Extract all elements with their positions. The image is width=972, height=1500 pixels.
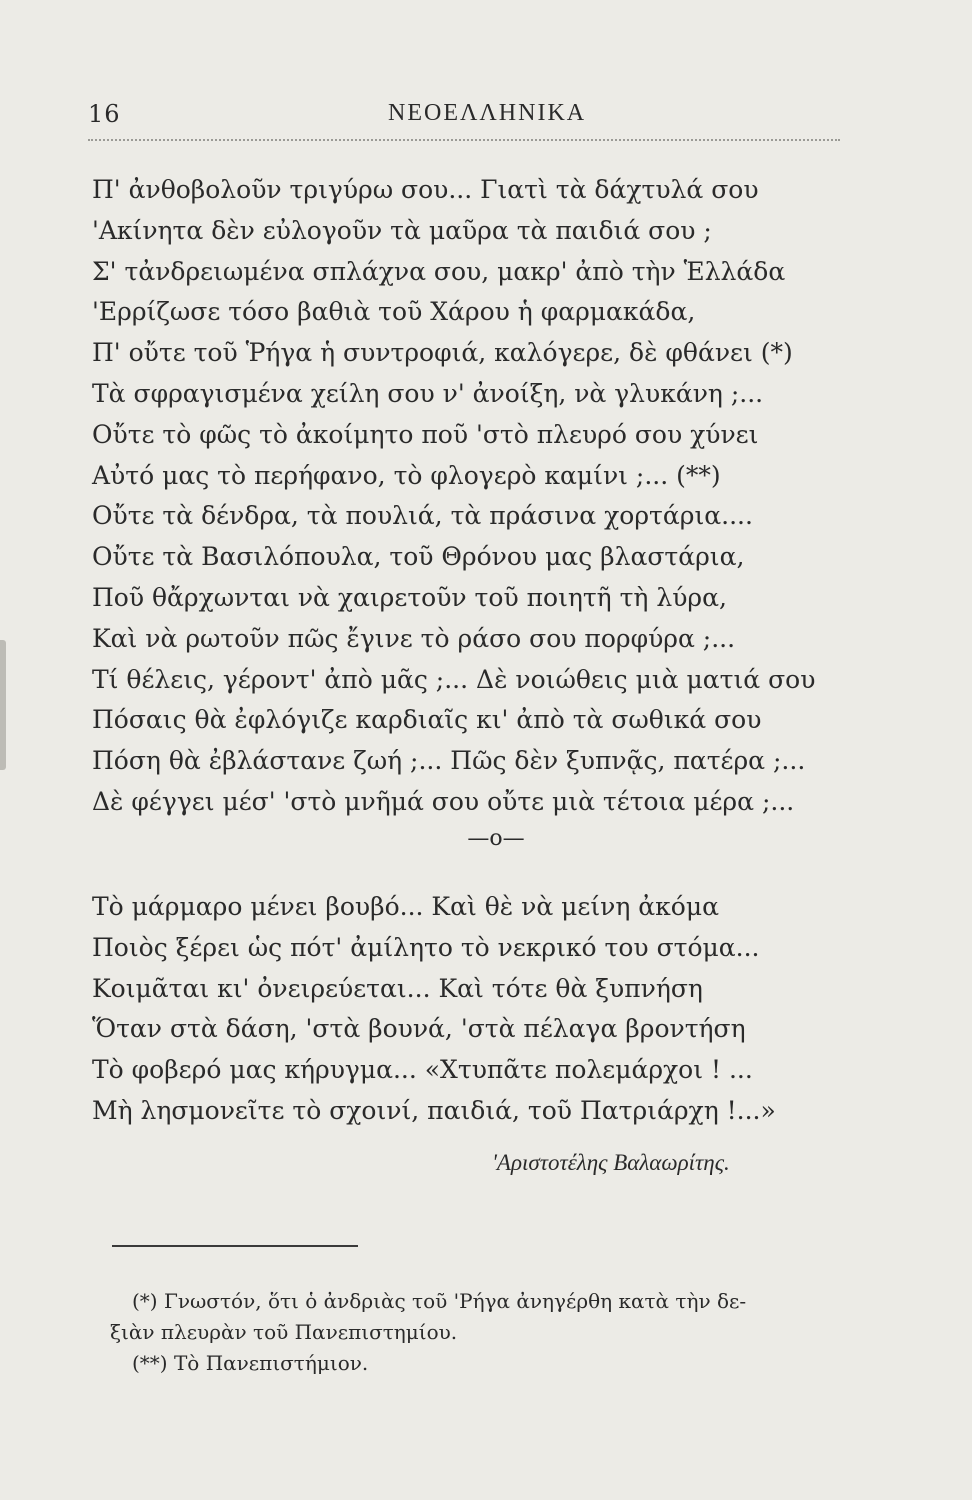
footnote-1: (*) Γνωστόν, ὅτι ὁ ἀνδριὰς τοῦ 'Ρήγα ἀνηγέρθη κατὰ τὴν δε- <box>132 1289 747 1313</box>
page-number: 16 <box>88 100 121 128</box>
verse-line: Ὅταν στὰ δάση, 'στὰ βουνά, 'στὰ πέλαγα βροντήση <box>92 1014 746 1044</box>
footnotes <box>110 1286 870 1379</box>
page-header <box>88 96 842 130</box>
verse-line: Δὲ φέγγει μέσ' 'στὸ μνῆμά σου οὔτε μιὰ τέτοια μέρα ;... <box>92 786 795 816</box>
verse-line: 'Ακίνητα δὲν εὐλογοῦν τὰ μαῦρα τὰ παιδιά σου ; <box>92 215 712 245</box>
page-edge <box>0 640 6 770</box>
verse-line: Ποιὸς ξέρει ὡς πότ' ἀμίλητο τὸ νεκρικό του στόμα... <box>92 932 760 962</box>
verse-line: Π' οὔτε τοῦ Ῥήγα ἡ συντροφιά, καλόγερε, δὲ φθάνει (*) <box>92 338 793 368</box>
verse-line: Σ' τἀνδρειωμένα σπλάχνα σου, μακρ' ἀπὸ τὴν Ἑλλάδα <box>92 256 786 286</box>
verse-line: Π' ἀνθοβολοῦν τριγύρω σου... Γιατὶ τὰ δάχτυλά σου <box>92 175 759 204</box>
verse-line: Καὶ νὰ ρωτοῦν πῶς ἔγινε τὸ ράσο σου πορφύρα ;... <box>92 623 736 653</box>
author-signature: 'Αριστοτέλης Βαλαωρίτης. <box>492 1150 730 1175</box>
header-rule <box>88 139 840 141</box>
verse-line: Οὔτε τὰ δένδρα, τὰ πουλιά, τὰ πράσινα χορτάρια.... <box>92 501 753 531</box>
verse-line: Πόση θὰ ἐβλάστανε ζωή ;... Πῶς δὲν ξυπνᾷς, πατέρα ;... <box>92 746 806 776</box>
running-title: ΝΕΟΕΛΛΗΝΙΚΑ <box>388 100 587 126</box>
footnote-2: (**) Τὸ Πανεπιστήμιον. <box>132 1351 369 1375</box>
stanza-2 <box>92 887 812 1132</box>
stanza-separator <box>0 826 972 851</box>
verse-line: Τὸ φοβερό μας κήρυγμα... «Χτυπᾶτε πολεμάρχοι ! ... <box>92 1055 753 1085</box>
verse-line: Οὔτε τὸ φῶς τὸ ἀκοίμητο ποῦ 'στὸ πλευρό σου χύνει <box>92 419 759 449</box>
separator-mark: —o— <box>467 826 525 851</box>
verse-line: Μὴ λησμονεῖτε τὸ σχοινί, παιδιά, τοῦ Πατριάρχη !...» <box>92 1095 776 1125</box>
verse-line: Αὐτό μας τὸ περήφανο, τὸ φλογερὸ καμίνι ;... (**) <box>92 460 721 490</box>
verse-line: Τὰ σφραγισμένα χείλη σου ν' ἀνοίξη, νὰ γλυκάνη ;... <box>92 378 764 408</box>
verse-line: Κοιμᾶται κι' ὀνειρεύεται... Καὶ τότε θὰ ξυπνήση <box>92 973 703 1003</box>
verse-line: Ποῦ θἄρχωνται νὰ χαιρετοῦν τοῦ ποιητῆ τὴ λύρα, <box>92 582 727 612</box>
verse-line: Οὔτε τὰ Βασιλόπουλα, τοῦ Θρόνου μας βλαστάρια, <box>92 542 745 572</box>
verse-line: Πόσαις θὰ ἐφλόγιζε καρδιαῖς κι' ἀπὸ τὰ σωθικά σου <box>92 705 762 735</box>
verse-line: Τὸ μάρμαρο μένει βουβό... Καὶ θὲ νὰ μείνη ἀκόμα <box>92 892 719 921</box>
footnote-rule <box>112 1245 358 1247</box>
stanza-1 <box>92 170 816 823</box>
footnote-1-continued: ξιὰν πλευρὰν τοῦ Πανεπιστημίου. <box>110 1320 458 1344</box>
verse-line: Τί θέλεις, γέροντ' ἀπὸ μᾶς ;... Δὲ νοιώθεις μιὰ ματιά σου <box>92 664 816 694</box>
verse-line: 'Ερρίζωσε τόσο βαθιὰ τοῦ Χάρου ἡ φαρμακάδα, <box>92 297 696 327</box>
